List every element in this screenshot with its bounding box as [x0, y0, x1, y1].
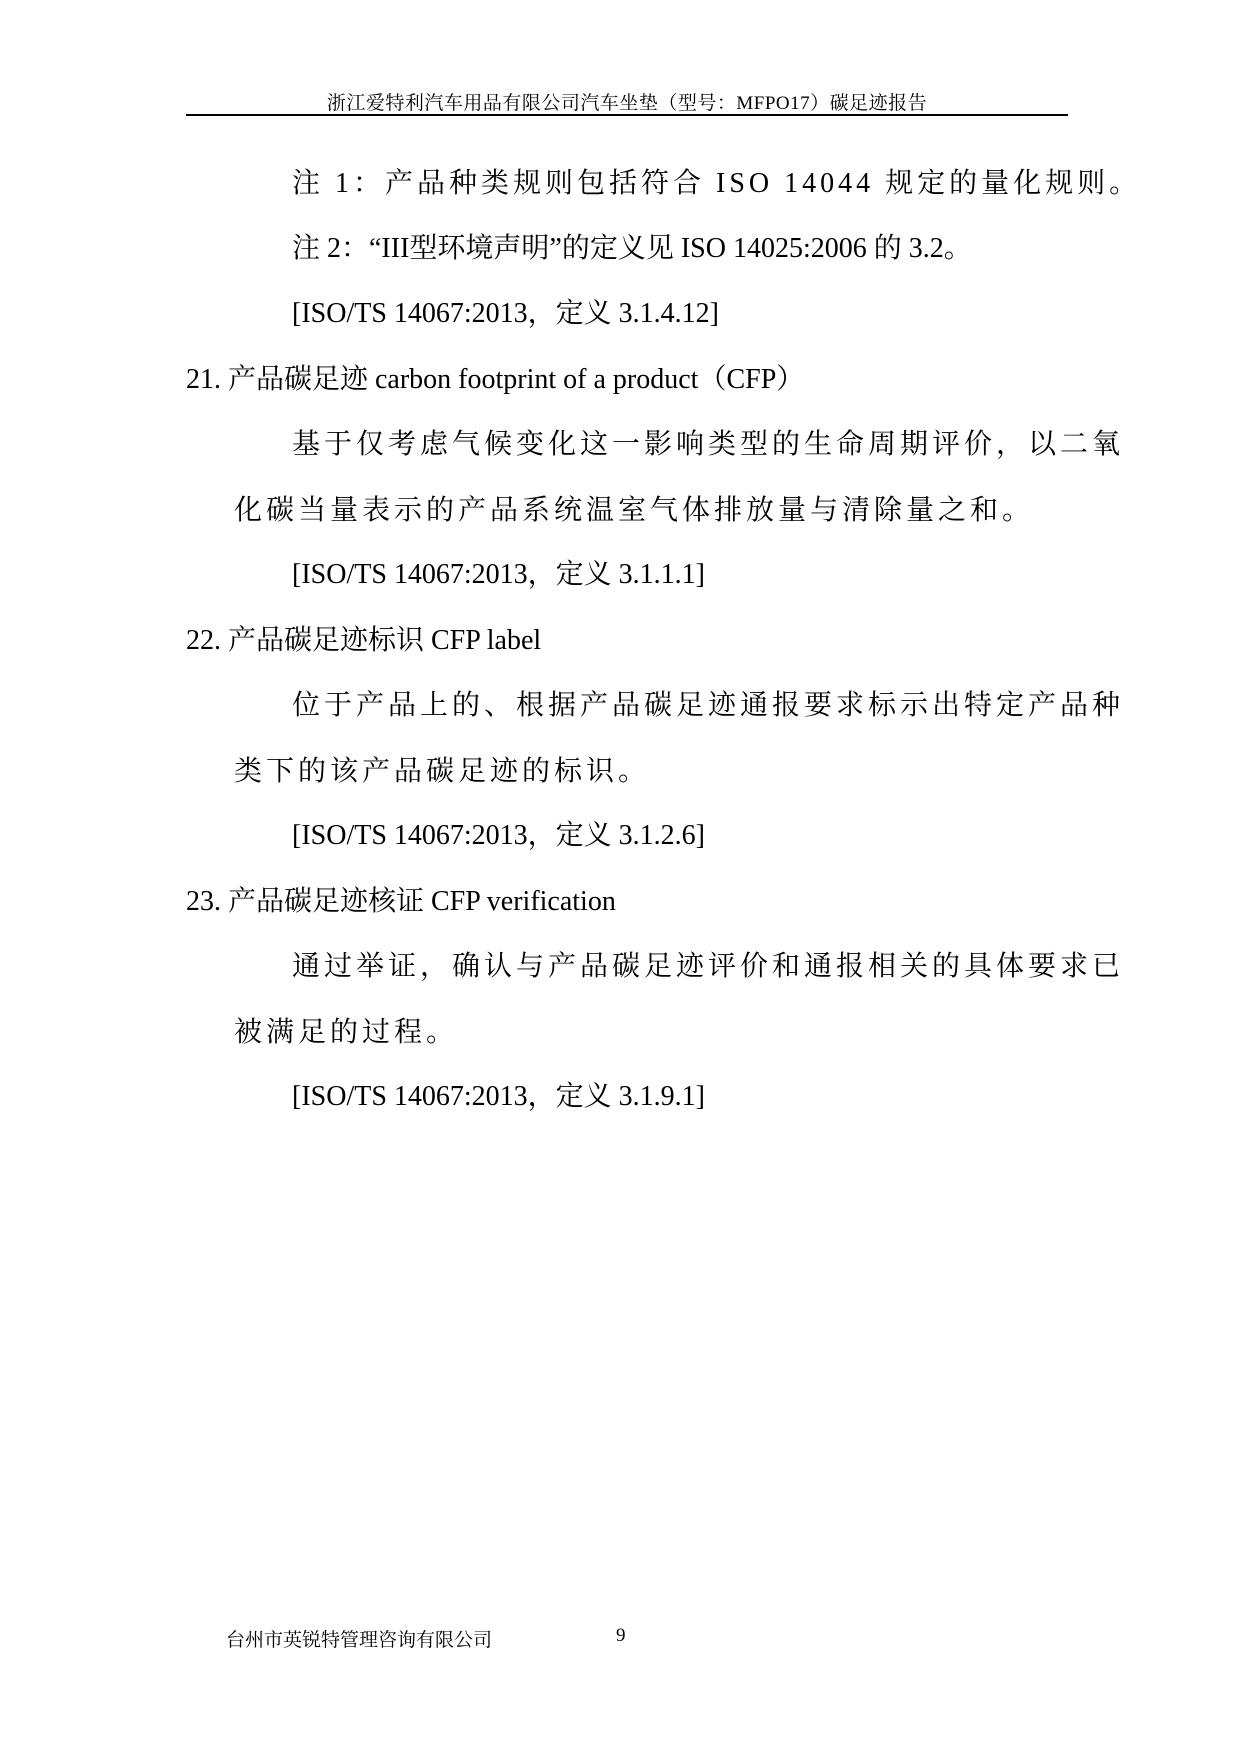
section-21-reference: [ISO/TS 14067:2013，定义 3.1.1.1]: [292, 559, 706, 590]
section-22-definition-line-2: 类下的该产品碳足迹的标识。: [234, 756, 651, 787]
section-23-definition-line-2: 被满足的过程。: [234, 1017, 459, 1048]
page-header-title: 浙江爱特利汽车用品有限公司汽车坐垫（型号：MFPO17）碳足迹报告: [326, 93, 928, 114]
footer-company: 台州市英锐特管理咨询有限公司: [226, 1630, 493, 1651]
section-21-heading: 21. 产品碳足迹 carbon footprint of a product（CFP）: [186, 364, 805, 395]
section-22-heading: 22. 产品碳足迹标识 CFP label: [186, 625, 542, 656]
section-23-definition-line-1: 通过举证，确认与产品碳足迹评价和通报相关的具体要求已: [292, 951, 1125, 982]
note-2: 注 2：“III型环境声明”的定义见 ISO 14025:2006 的 3.2。: [292, 233, 972, 264]
reference-3-1-4-12: [ISO/TS 14067:2013，定义 3.1.4.12]: [292, 298, 720, 329]
note-1: 注 1：产品种类规则包括符合 ISO 14044 规定的量化规则。: [292, 168, 1142, 199]
header-rule: [186, 114, 1068, 116]
section-21-definition-line-1: 基于仅考虑气候变化这一影响类型的生命周期评价，以二氧: [292, 429, 1125, 460]
section-22-reference: [ISO/TS 14067:2013，定义 3.1.2.6]: [292, 820, 706, 851]
section-21-definition-line-2: 化碳当量表示的产品系统温室气体排放量与清除量之和。: [234, 495, 1035, 526]
section-23-heading: 23. 产品碳足迹核证 CFP verification: [186, 886, 616, 917]
page-number: 9: [616, 1625, 626, 1646]
section-23-reference: [ISO/TS 14067:2013，定义 3.1.9.1]: [292, 1081, 706, 1112]
section-22-definition-line-1: 位于产品上的、根据产品碳足迹通报要求标示出特定产品种: [292, 690, 1125, 721]
